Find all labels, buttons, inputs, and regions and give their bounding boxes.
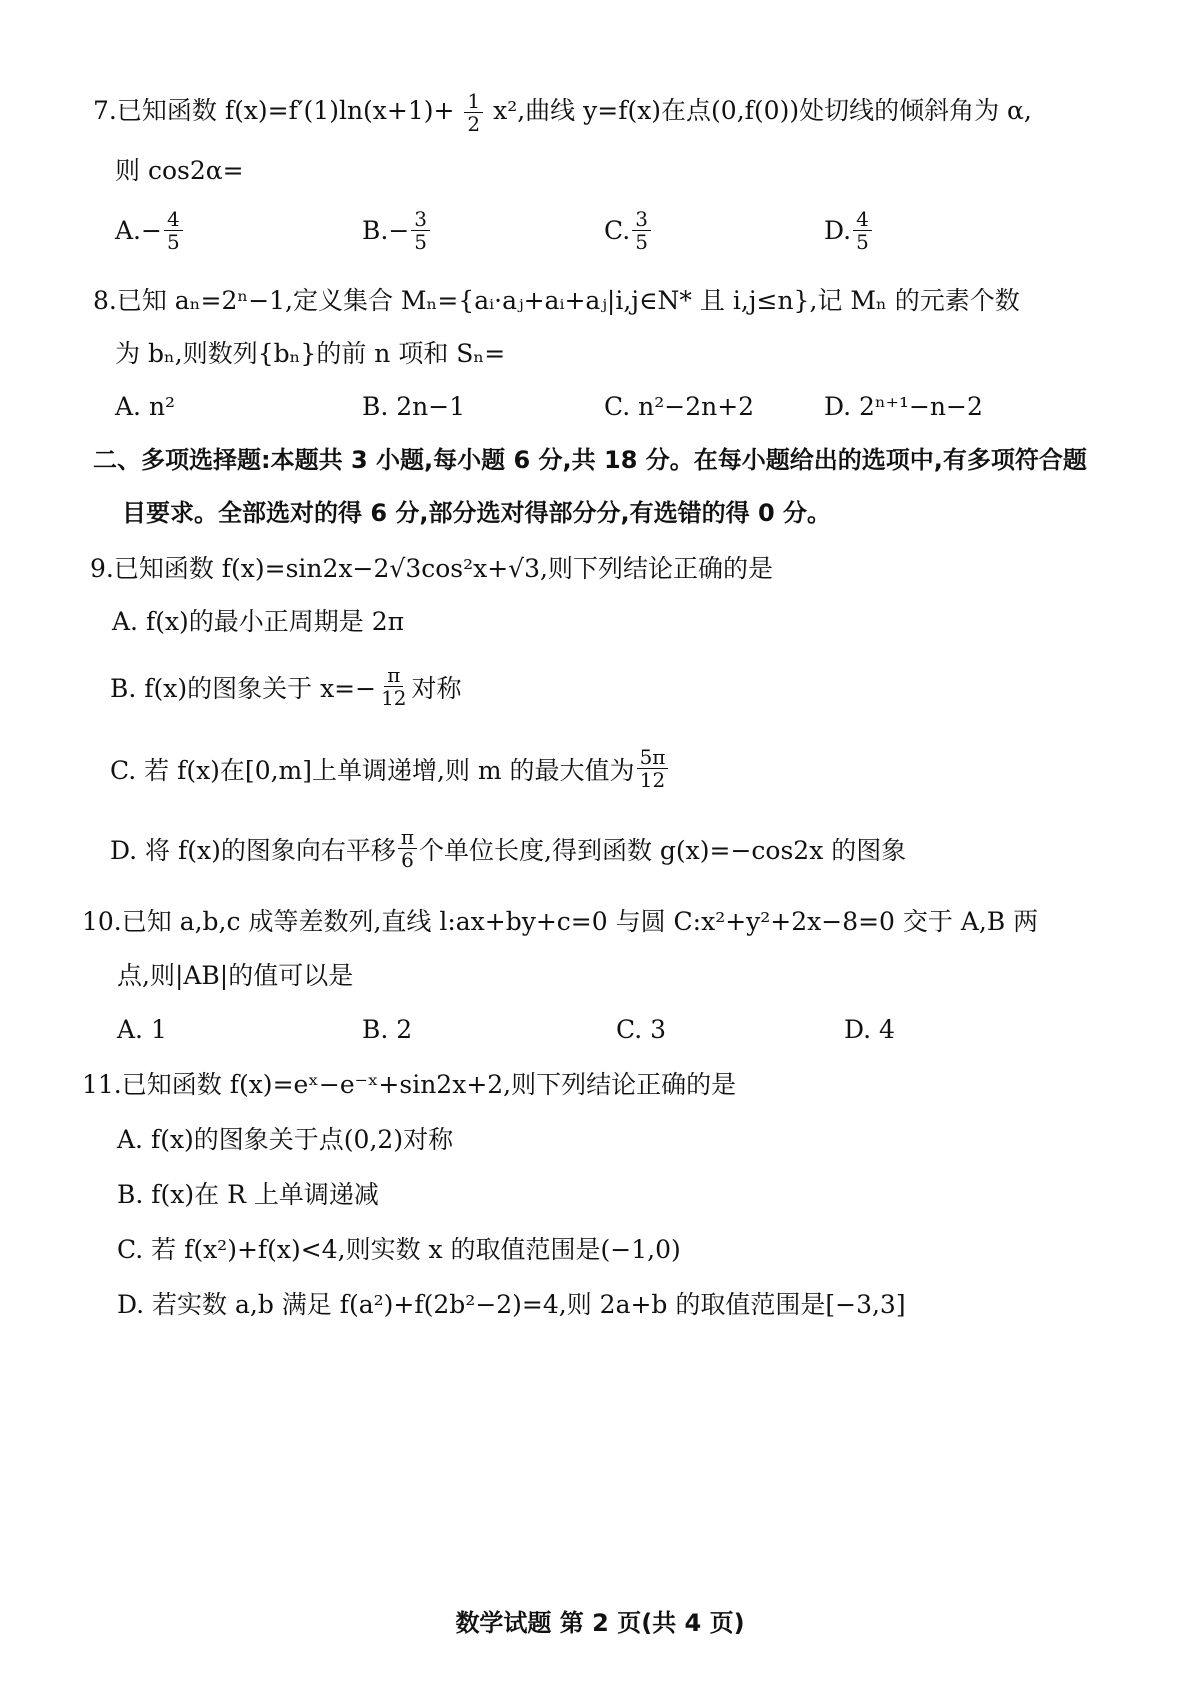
- q8-line2: 为 bₙ,则数列{bₙ}的前 n 项和 Sₙ=: [115, 339, 506, 368]
- q7-option-b-den: 5: [414, 230, 428, 254]
- q7-option-a-sign: −: [141, 216, 162, 245]
- q10-option-c[interactable]: C. 3: [616, 1015, 667, 1044]
- q7-option-c[interactable]: [604, 208, 653, 253]
- q7-option-b-sign: −: [388, 216, 410, 245]
- q9-option-b-frac: [378, 664, 409, 709]
- page-footer: 数学试题 第 2 页(共 4 页): [455, 1609, 745, 1637]
- q9-option-d-text: D. 将 f(x)的图象向右平移: [110, 835, 396, 865]
- q7-option-d-label: D.: [824, 216, 852, 245]
- q8-option-d[interactable]: D. 2ⁿ⁺¹−n−2: [824, 392, 983, 421]
- q9-option-d[interactable]: [110, 826, 906, 871]
- q7-option-d[interactable]: [824, 208, 874, 253]
- q7-option-c-den: 5: [635, 230, 648, 254]
- q9-option-b-text: B. f(x)的图象关于 x=−: [110, 673, 377, 703]
- q9-option-d-num: π: [398, 826, 417, 849]
- q7-fraction: [464, 90, 483, 135]
- q7-option-b-label: B.: [362, 216, 389, 245]
- q9-option-c-text: C. 若 f(x)在[0,m]上单调递增,则 m 的最大值为: [110, 755, 635, 785]
- q7-option-d-den: 5: [856, 230, 869, 254]
- q10-option-a[interactable]: A. 1: [117, 1015, 167, 1044]
- q9-option-c-frac: [637, 746, 669, 791]
- q9-option-b[interactable]: [110, 664, 462, 709]
- q9-option-d-den: 6: [401, 848, 414, 872]
- section2-line2: 目要求。全部选对的得 6 分,部分选对得部分分,有选错的得 0 分。: [122, 499, 832, 527]
- q7-option-b-frac: [411, 208, 430, 253]
- q7-frac-den: 2: [467, 112, 481, 136]
- q7-stem-a: 7.已知函数: [93, 96, 217, 125]
- q9-option-b-tail: 对称: [411, 673, 462, 703]
- q10-line2: 点,则|AB|的值可以是: [117, 961, 354, 990]
- q9-option-c[interactable]: [110, 746, 670, 791]
- q9-option-b-den: 12: [381, 686, 407, 710]
- q10-line1: 10.已知 a,b,c 成等差数列,直线 l:ax+by+c=0 与圆 C:x²+y²+2x−8=0 交于 A,B 两: [82, 907, 1039, 936]
- q7-stem: [93, 90, 1032, 135]
- q7-option-c-frac: [632, 208, 651, 253]
- q7-option-a-num: 4: [164, 208, 183, 231]
- q9-option-a[interactable]: A. f(x)的最小正周期是 2π: [112, 607, 405, 636]
- q7-option-d-num: 4: [853, 208, 872, 231]
- q11-option-b[interactable]: B. f(x)在 R 上单调递减: [117, 1180, 379, 1209]
- q7-option-c-num: 3: [632, 208, 651, 231]
- q9-option-c-num: 5π: [637, 746, 669, 769]
- section2-line1: 二、多项选择题:本题共 3 小题,每小题 6 分,共 18 分。在每小题给出的选项中,有多项符合题: [93, 446, 1087, 474]
- q9-option-c-den: 12: [639, 768, 666, 792]
- q7-stem-b: f(x)=f′(1)ln(x+1)+: [224, 96, 455, 125]
- q7-option-b[interactable]: [362, 208, 432, 253]
- q8-option-c[interactable]: C. n²−2n+2: [604, 392, 755, 421]
- q7-line2: 则 cos2α=: [115, 156, 244, 185]
- q8-line1: 8.已知 aₙ=2ⁿ−1,定义集合 Mₙ={aᵢ·aⱼ+aᵢ+aⱼ|i,j∈N* 且 i,j≤n},记 Mₙ 的元素个数: [93, 286, 1020, 315]
- q11-stem: 11.已知函数 f(x)=eˣ−e⁻ˣ+sin2x+2,则下列结论正确的是: [82, 1070, 737, 1099]
- q7-option-c-label: C.: [604, 216, 631, 245]
- q9-option-b-num: π: [384, 664, 403, 687]
- q7-option-a-frac: [164, 208, 183, 253]
- q11-option-d[interactable]: D. 若实数 a,b 满足 f(a²)+f(2b²−2)=4,则 2a+b 的取值范围是[−3,3]: [117, 1290, 906, 1319]
- q7-option-d-frac: [853, 208, 872, 253]
- q10-option-b[interactable]: B. 2: [362, 1015, 413, 1044]
- q8-option-b[interactable]: B. 2n−1: [362, 392, 466, 421]
- q11-option-a[interactable]: A. f(x)的图象关于点(0,2)对称: [117, 1125, 454, 1154]
- q7-option-a-den: 5: [166, 230, 180, 254]
- q11-option-c[interactable]: C. 若 f(x²)+f(x)<4,则实数 x 的取值范围是(−1,0): [117, 1235, 681, 1264]
- q7-option-a[interactable]: [115, 208, 185, 253]
- q9-option-d-frac: [398, 826, 417, 871]
- q7-frac-num: 1: [464, 90, 483, 113]
- q7-option-b-num: 3: [411, 208, 430, 231]
- q9-option-d-tail: 个单位长度,得到函数 g(x)=−cos2x 的图象: [419, 835, 907, 865]
- q7-stem-c: x²,曲线 y=f(x)在点(0,f(0))处切线的倾斜角为 α,: [493, 96, 1032, 125]
- q10-option-d[interactable]: D. 4: [844, 1015, 895, 1044]
- q9-stem: 9.已知函数 f(x)=sin2x−2√3cos²x+√3,则下列结论正确的是: [90, 554, 773, 583]
- q7-option-a-label: A.: [115, 216, 142, 245]
- q8-option-a[interactable]: A. n²: [115, 392, 176, 421]
- q7-options: [0, 208, 1200, 268]
